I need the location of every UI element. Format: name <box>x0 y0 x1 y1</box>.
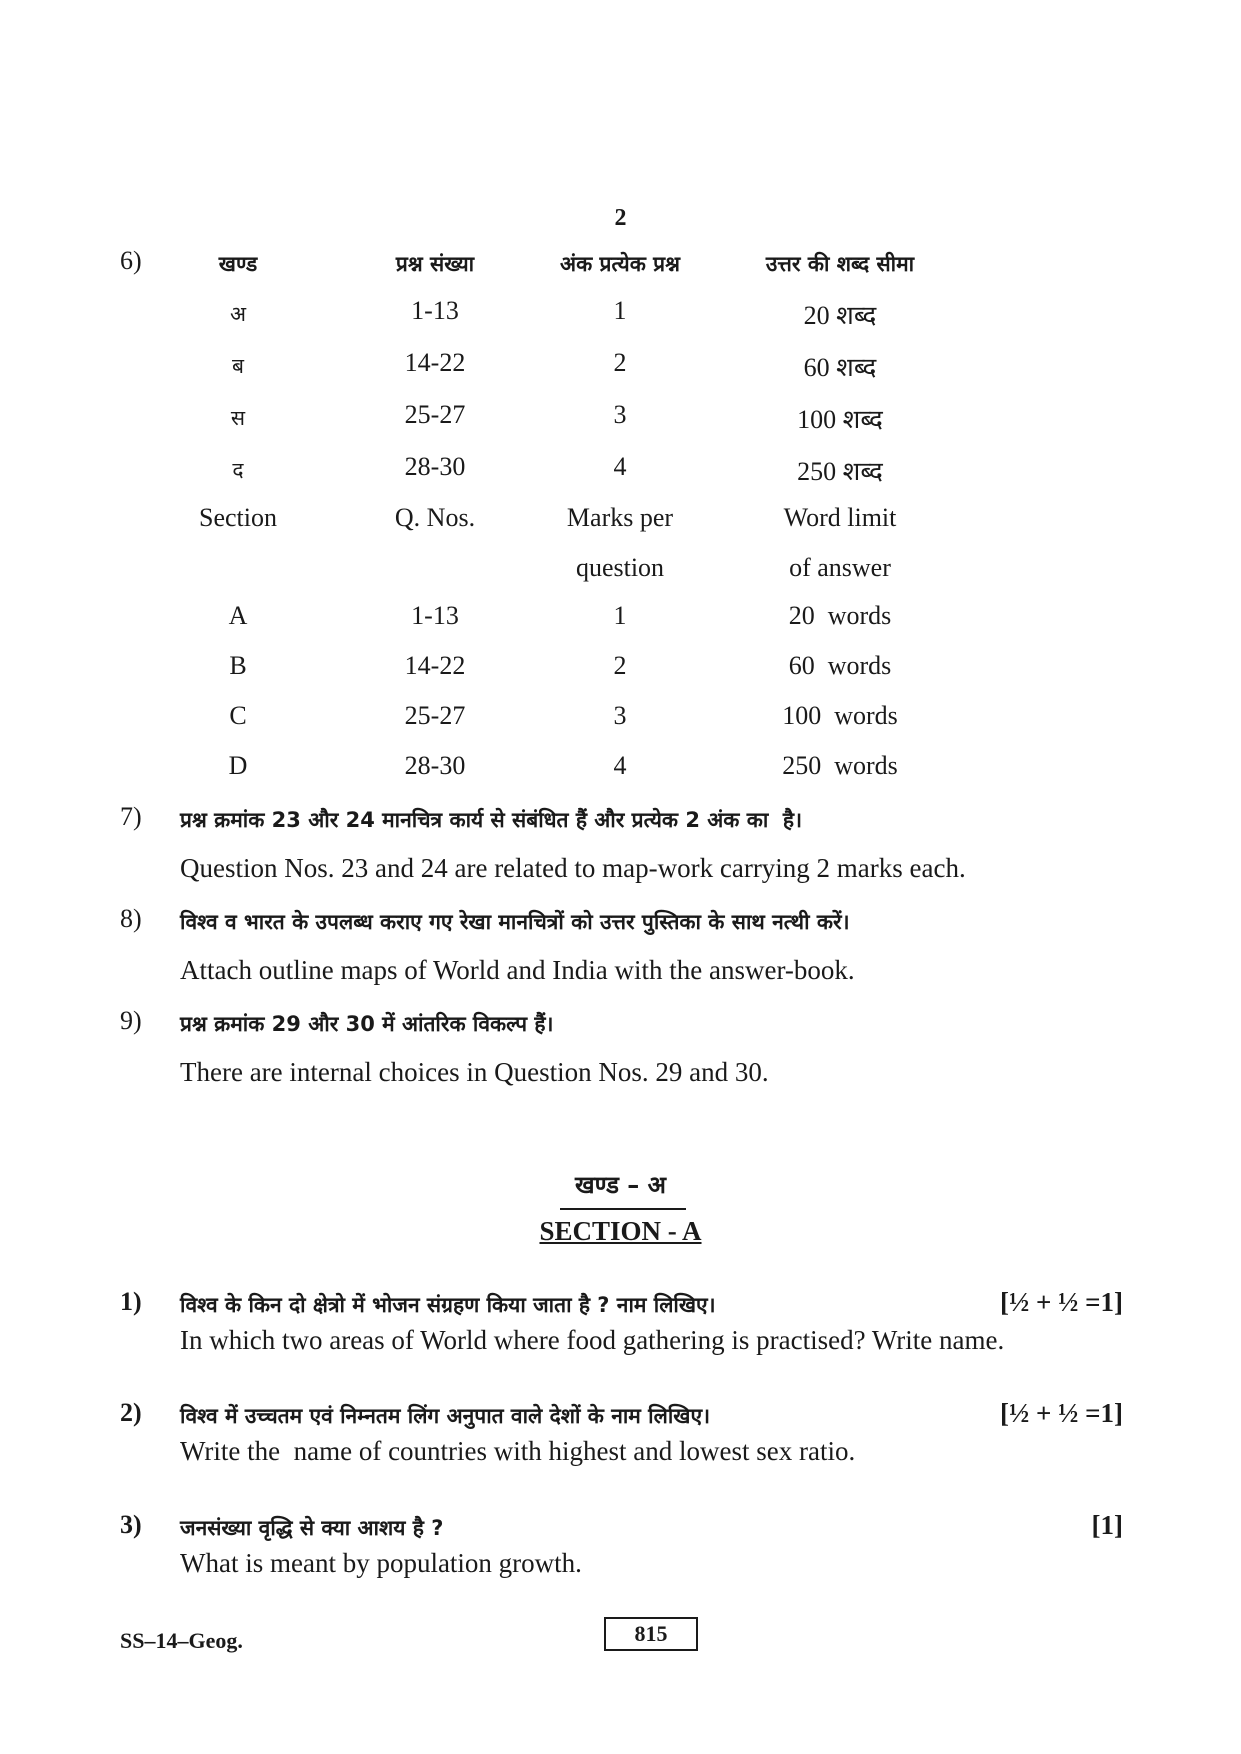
table-cell: A <box>228 601 248 630</box>
table-header: of answer <box>789 553 891 582</box>
section-title-hindi: खण्ड – अ <box>575 1171 666 1199</box>
table-header: अंक प्रत्येक प्रश्न <box>560 252 680 276</box>
table-cell: 1-13 <box>411 601 459 630</box>
table-cell: 25-27 <box>404 400 466 429</box>
table-cell: D <box>228 751 248 780</box>
section-title-rule <box>560 1208 686 1210</box>
table-cell: 28-30 <box>404 751 466 780</box>
table-cell: ब <box>232 354 244 378</box>
table-cell: 4 <box>613 751 627 780</box>
question-number: 3) <box>120 1510 142 1539</box>
table-header: Marks per <box>566 503 674 532</box>
table-cell: 28-30 <box>404 452 466 481</box>
table-cell: 250 शब्द <box>797 457 883 486</box>
table-cell: 3 <box>613 701 627 730</box>
question-hindi: जनसंख्या वृद्धि से क्या आशय है ? <box>180 1516 444 1540</box>
instruction-english: Attach outline maps of World and India with the answer-book. <box>180 955 855 985</box>
table-cell: स <box>230 406 246 430</box>
section-title-english: SECTION - A <box>539 1216 702 1246</box>
instruction-hindi: प्रश्न क्रमांक 29 और 30 में आंतरिक विकल्प हैं। <box>180 1012 554 1036</box>
table-cell: 100 words <box>782 701 898 730</box>
question-number: 1) <box>120 1287 142 1316</box>
instruction-english: There are internal choices in Question Nos. 29 and 30. <box>180 1057 769 1087</box>
table-cell: 1 <box>613 601 627 630</box>
table-cell: B <box>229 651 247 680</box>
table-cell: 20 words <box>788 601 892 630</box>
table-header: खण्ड <box>218 252 258 276</box>
table-cell: 2 <box>613 348 627 377</box>
page-code-box: 815 <box>604 1617 698 1651</box>
instruction-number: 9) <box>120 1006 142 1035</box>
table-cell: 100 शब्द <box>797 405 883 434</box>
table-cell: 3 <box>613 400 627 429</box>
table-cell: 14-22 <box>404 348 466 377</box>
question-english: Write the name of countries with highest and lowest sex ratio. <box>180 1436 856 1466</box>
instruction-hindi: विश्व व भारत के उपलब्ध कराए गए रेखा मानचित्रों को उत्तर पुस्तिका के साथ नत्थी करें। <box>180 910 850 934</box>
table-header: Word limit <box>783 503 897 532</box>
table-cell: 250 words <box>782 751 898 780</box>
table-header: question <box>575 553 665 582</box>
table-cell: C <box>229 701 247 730</box>
question-marks: [½ + ½ =1] <box>999 1287 1123 1317</box>
question-english: What is meant by population growth. <box>180 1548 582 1578</box>
table-cell: 25-27 <box>404 701 466 730</box>
question-marks: [½ + ½ =1] <box>999 1398 1123 1428</box>
table-cell: अ <box>229 302 247 326</box>
table-cell: 14-22 <box>404 651 466 680</box>
page-number: 2 <box>614 205 627 231</box>
table-cell: 2 <box>613 651 627 680</box>
table-header: प्रश्न संख्या <box>395 252 475 276</box>
paper-code: SS–14–Geog. <box>120 1628 243 1653</box>
instruction-number: 8) <box>120 904 142 933</box>
question-hindi: विश्व के किन दो क्षेत्रो में भोजन संग्रहण किया जाता है ? नाम लिखिए। <box>180 1293 716 1317</box>
table-header: Q. Nos. <box>394 503 476 532</box>
table-cell: 4 <box>613 452 627 481</box>
table-cell: 1-13 <box>411 296 459 325</box>
instruction-number: 7) <box>120 802 142 831</box>
question-marks: [1] <box>1091 1510 1123 1540</box>
table-cell: 20 शब्द <box>803 301 877 330</box>
table-header: Section <box>199 503 277 532</box>
question-hindi: विश्व में उच्चतम एवं निम्नतम लिंग अनुपात वाले देशों के नाम लिखिए। <box>180 1404 711 1428</box>
question-number: 2) <box>120 1398 142 1427</box>
instruction-hindi: प्रश्न क्रमांक 23 और 24 मानचित्र कार्य से संबंधित हैं और प्रत्येक 2 अंक का है। <box>180 808 803 832</box>
table-cell: 1 <box>613 296 627 325</box>
table-cell: 60 words <box>788 651 892 680</box>
instruction-english: Question Nos. 23 and 24 are related to map-work carrying 2 marks each. <box>180 853 966 883</box>
table-cell: द <box>232 458 244 482</box>
instruction-number: 6) <box>120 246 142 275</box>
table-cell: 60 शब्द <box>803 353 877 382</box>
question-english: In which two areas of World where food gathering is practised? Write name. <box>180 1325 1005 1355</box>
table-header: उत्तर की शब्द सीमा <box>765 252 915 276</box>
